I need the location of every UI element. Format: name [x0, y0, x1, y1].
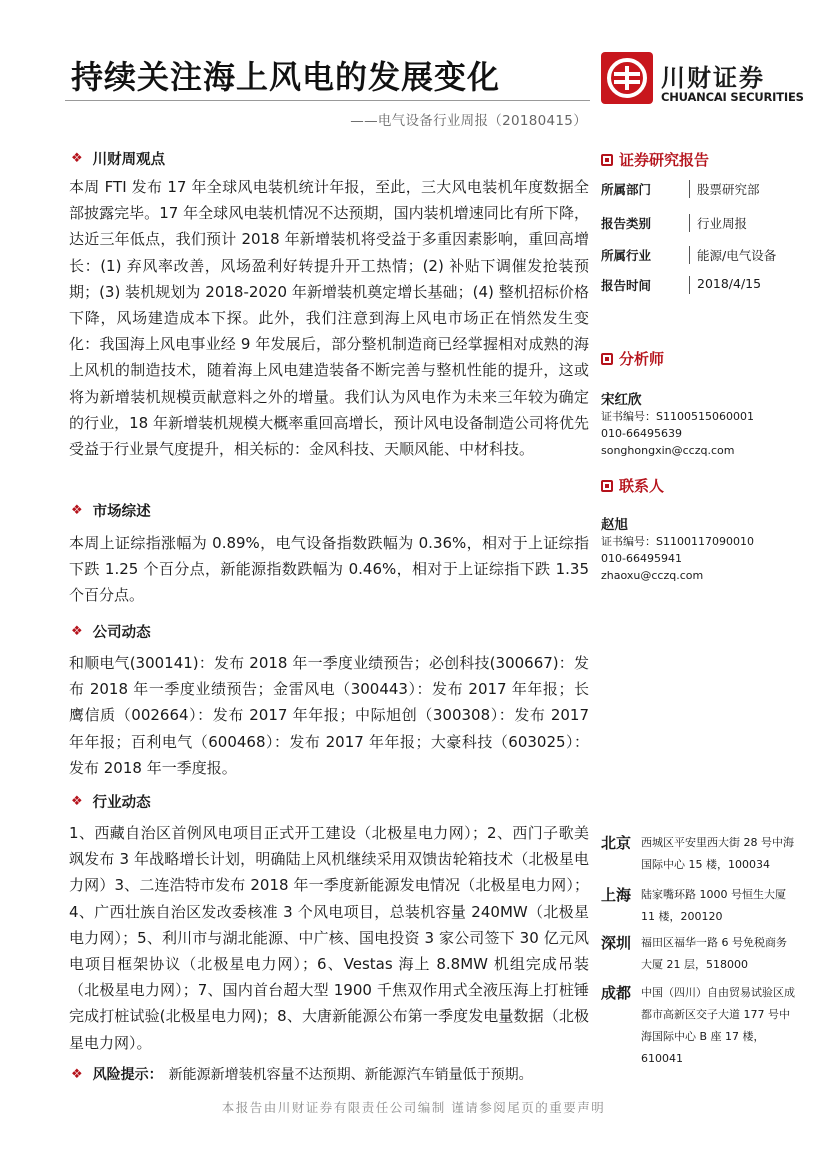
contact-email[interactable]: zhaoxu@cczq.com	[601, 569, 704, 582]
report-info-heading: 证券研究报告	[601, 149, 709, 170]
section-heading-view: ❖ 川财周观点	[71, 150, 166, 168]
section-marker-icon	[601, 480, 613, 492]
analyst-name: 宋红欣	[601, 392, 642, 408]
logo-chinese-name: 川财证券	[661, 64, 765, 92]
analyst-heading: 分析师	[601, 348, 664, 369]
footer-disclaimer: 本报告由川财证券有限责任公司编制 谨请参阅尾页的重要声明	[221, 1100, 606, 1115]
analyst-cert: 证书编号：S1100515060001	[601, 410, 754, 423]
report-title: 持续关注海上风电的发展变化	[71, 58, 501, 96]
report-subtitle: ——电气设备行业周报（20180415）	[350, 113, 587, 129]
analyst-card	[601, 388, 754, 459]
contact-cert: 证书编号：S1100117090010	[601, 535, 754, 548]
diamond-bullet-icon: ❖	[71, 1066, 83, 1082]
logo-english-name: CHUANCAI SECURITIES	[661, 90, 804, 104]
chuancai-logo-icon	[601, 52, 653, 104]
view-paragraph: 本周 FTI 发布 17 年全球风电装机统计年报，至此，三大风电装机年度数据全部披露完毕。17 年全球风电装机情况不达预期，国内装机增速同比有所下降，达近三年低点，我们预计 2018 年新增装机将受益于多重因素影响，重回高增长：(1) 弃风率改善，风场盈利好转提升开工热情；(2) 补贴下调催发抢装预期；(3) 装机规划为 2018-2020 年新增装机奠定增长基础；(4) 整机招标价格下降，风场建造成本下探。此外，我们注意到海上风电市场正在悄然发生变化：我国海上风电事业经 9 年发展后，部分整机制造商已经掌握相对成熟的海上风机的制造技术，随着海上风电建造装备不断完善与整机性能的提升，这或将为新增装机规模贡献意料之外的增量。我们认为风电作为未来三年较为确定的行业，18 年新增装机规模大概率重回高增长，预计风电设备制造公司将优先受益于行业景气度提升，相关标的：金风科技、天顺风能、中材科技。	[69, 178, 589, 459]
section-heading-industry: ❖ 行业动态	[71, 793, 151, 811]
risk-text: 新能源新增装机容量不达预期、新能源汽车销量低于预期。	[168, 1067, 533, 1083]
section-marker-icon	[601, 154, 613, 166]
contact-heading: 联系人	[601, 475, 664, 496]
analyst-email[interactable]: songhongxin@cczq.com	[601, 444, 735, 457]
company-paragraph: 和顺电气(300141)：发布 2018 年一季度业绩预告；必创科技(300667)：发布 2018 年一季度业绩预告；金雷风电（300443）：发布 2017 年年报；长鹰信质（002664）：发布 2017 年年报；中际旭创（300308）：发布 2017 年年报；百利电气（600468）：发布 2017 年年报；大豪科技（603025）：发布 2018 年一季度报。	[69, 654, 589, 777]
diamond-bullet-icon: ❖	[71, 623, 83, 639]
diamond-bullet-icon: ❖	[71, 150, 83, 166]
title-divider	[65, 100, 590, 101]
risk-label: 风险提示：	[92, 1067, 163, 1083]
section-marker-icon	[601, 353, 613, 365]
market-paragraph: 本周上证综指涨幅为 0.89%，电气设备指数跌幅为 0.36%，相对于上证综指下跌 1.25 个百分点，新能源指数跌幅为 0.46%，相对于上证综指下跌 1.35 个百分点。	[69, 534, 589, 605]
diamond-bullet-icon: ❖	[71, 793, 83, 809]
contact-card	[601, 513, 754, 584]
diamond-bullet-icon: ❖	[71, 502, 83, 518]
section-heading-market: ❖ 市场综述	[71, 502, 151, 520]
office-shanghai: 上海 陆家嘴环路 1000 号恒生大厦 11 楼，200120	[601, 886, 786, 923]
contact-phone: 010-66495941	[601, 552, 682, 565]
office-beijing: 北京 西城区平安里西大街 28 号中海国际中心 15 楼，100034	[601, 834, 794, 871]
company-logo	[601, 52, 804, 108]
section-heading-company: ❖ 公司动态	[71, 623, 151, 641]
analyst-phone: 010-66495639	[601, 427, 682, 440]
office-shenzhen: 深圳 福田区福华一路 6 号免税商务大厦 21 层，518000	[601, 934, 787, 971]
info-row-date: 报告时间 2018/4/15	[601, 276, 762, 293]
info-row-department: 所属部门 股票研究部	[601, 182, 760, 197]
info-row-industry: 所属行业 能源/电气设备	[601, 248, 777, 263]
contact-name: 赵旭	[601, 517, 628, 533]
office-chengdu: 成都 中国（四川）自由贸易试验区成都市高新区交子大道 177 号中海国际中心 B 座 17 楼，610041	[601, 984, 795, 1065]
industry-paragraph: 1、西藏自治区首例风电项目正式开工建设（北极星电力网）；2、西门子歌美飒发布 3 年战略增长计划，明确陆上风机继续采用双馈齿轮箱技术（北极星电力网）3、二连浩特市发布 2018 年一季度新能源发电情况（北极星电力网）；4、广西壮族自治区发改委核准 3 个风电项目，总装机容量 240MW（北极星电力网）；5、利川市与湖北能源、中广核、国电投资 3 家公司签下 30 亿元风电项目框架协议（北极星电力网）；6、Vestas 海上 8.8MW 机组完成吊装（北极星电力网）；7、国内首台超大型 1900 千焦双作用式全液压海上打桩锤完成打桩试验(北极星电力网)；8、大唐新能源公布第一季度发电量数据（北极星电力网）。	[69, 824, 589, 1052]
info-row-category: 报告类别 行业周报	[601, 216, 748, 231]
risk-note	[69, 1064, 533, 1084]
